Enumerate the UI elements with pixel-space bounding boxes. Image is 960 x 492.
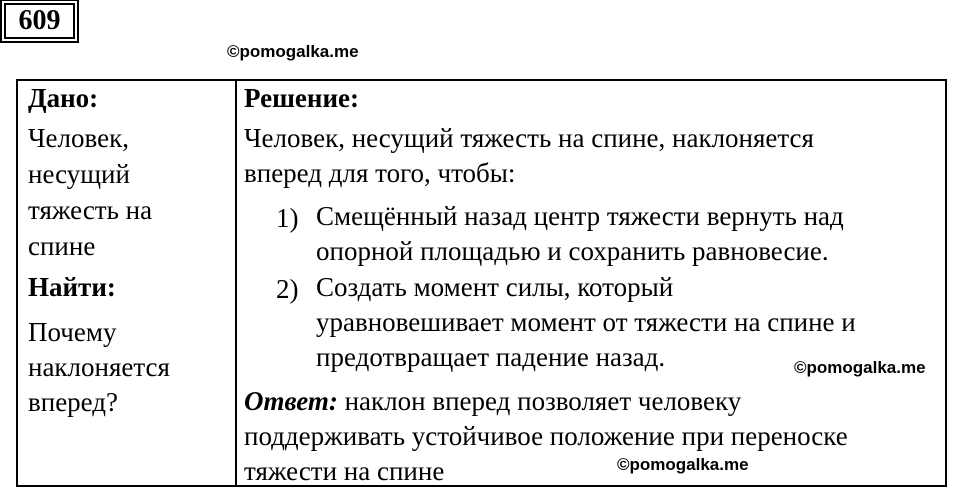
answer-text: наклон вперед позволяет человеку — [337, 386, 742, 416]
given-line: Человек, — [28, 123, 129, 153]
list-item-line: Смещённый назад центр тяжести вернуть над — [316, 201, 844, 231]
list-item-number: 2) — [276, 274, 299, 304]
given-heading: Дано: — [28, 83, 99, 113]
find-line: наклоняется — [28, 352, 170, 382]
list-item-line: Создать момент силы, который — [316, 272, 674, 302]
given-line: несущий — [28, 159, 130, 189]
given-line: тяжесть на — [28, 195, 153, 225]
watermark: ©pomogalka.me — [617, 455, 749, 474]
solution-intro-line: Человек, несущий тяжесть на спине, наклоняется — [244, 123, 814, 153]
column-divider — [235, 81, 237, 485]
list-item-line: опорной площадью и сохранить равновесие. — [316, 236, 829, 266]
watermark: ©pomogalka.me — [227, 42, 359, 61]
list-item-number: 1) — [276, 203, 299, 233]
solution-table — [16, 79, 947, 487]
find-heading: Найти: — [28, 272, 116, 302]
solution-heading: Решение: — [244, 83, 359, 113]
answer-line — [244, 384, 741, 419]
watermark: ©pomogalka.me — [794, 358, 926, 377]
solution-intro-line: вперед для того, чтобы: — [244, 158, 516, 188]
problem-number: 609 — [4, 3, 75, 39]
find-line: вперед? — [28, 387, 119, 417]
answer-line: поддерживать устойчивое положение при переноске — [244, 421, 848, 451]
find-line: Почему — [28, 317, 117, 347]
answer-label: Ответ: — [244, 386, 338, 416]
given-line: спине — [28, 231, 96, 261]
list-item-line: предотвращает падение назад. — [316, 342, 666, 372]
list-item-line: уравновешивает момент от тяжести на спине и — [316, 307, 856, 337]
answer-line: тяжести на спине — [244, 456, 445, 486]
